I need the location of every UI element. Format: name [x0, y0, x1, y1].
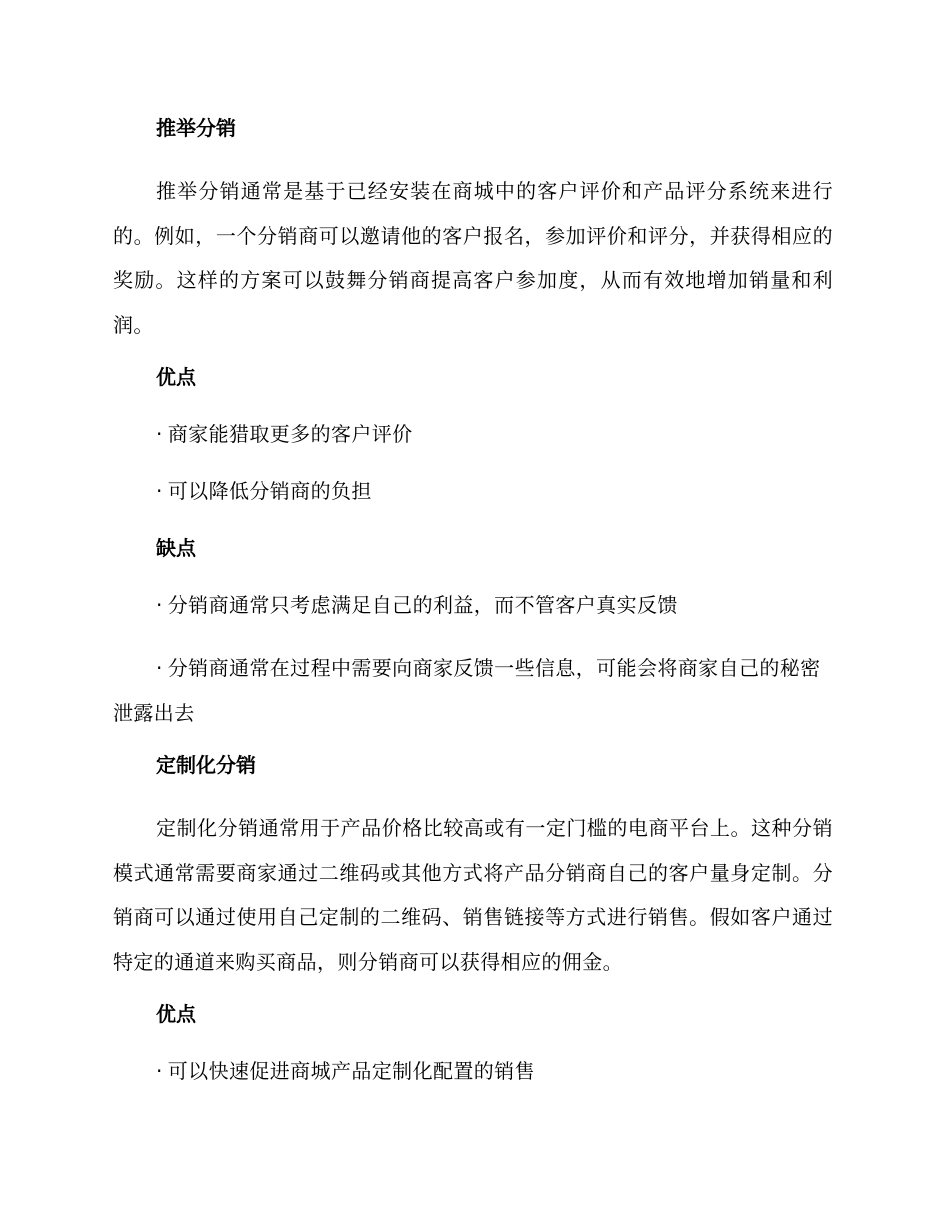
document-page: [113, 112, 833, 1112]
bullet-item: [113, 646, 833, 735]
bullet-marker: ·: [156, 479, 163, 503]
section-heading-custom-distribution: 定制化分销: [156, 753, 256, 777]
bullet-text: 分销商通常在过程中需要向商家反馈一些信息，可能会将商家自己的秘密泄露出去: [113, 656, 821, 725]
section-heading-disadvantages: 缺点: [156, 536, 196, 560]
section-heading-advantages: 优点: [156, 365, 196, 389]
bullet-text: 可以快速促进商城产品定制化配置的销售: [167, 1059, 535, 1083]
section-paragraph-recommend-distribution: 推举分销通常是基于已经安装在商城中的客户评价和产品评分系统来进行的。例如，一个分销商可以邀请他的客户报名，参加评价和评分，并获得相应的奖励。这样的方案可以鼓舞分销商提高客户参加度，从而有效地增加销量和利润。: [113, 179, 833, 337]
bullet-marker: ·: [156, 656, 163, 680]
bullet-text: 商家能猎取更多的客户评价: [167, 422, 413, 446]
bullet-marker: ·: [156, 422, 163, 446]
section-heading-recommend-distribution: 推举分销: [156, 116, 236, 140]
bullet-item: [113, 1055, 833, 1088]
bullet-marker: ·: [156, 1059, 163, 1083]
section-paragraph-custom-distribution: 定制化分销通常用于产品价格比较高或有一定门槛的电商平台上。这种分销模式通常需要商家通过二维码或其他方式将产品分销商自己的客户量身定制。分销商可以通过使用自己定制的二维码、销售链接等方式进行销售。假如客户通过特定的通道来购买商品，则分销商可以获得相应的佣金。: [113, 816, 833, 974]
bullet-item: [113, 418, 833, 451]
section-heading-advantages: 优点: [156, 1002, 196, 1026]
bullet-text: 可以降低分销商的负担: [167, 479, 372, 503]
bullet-item: [113, 475, 833, 508]
bullet-text: 分销商通常只考虑满足自己的利益，而不管客户真实反馈: [167, 593, 678, 617]
bullet-marker: ·: [156, 593, 163, 617]
bullet-item: [113, 589, 833, 622]
